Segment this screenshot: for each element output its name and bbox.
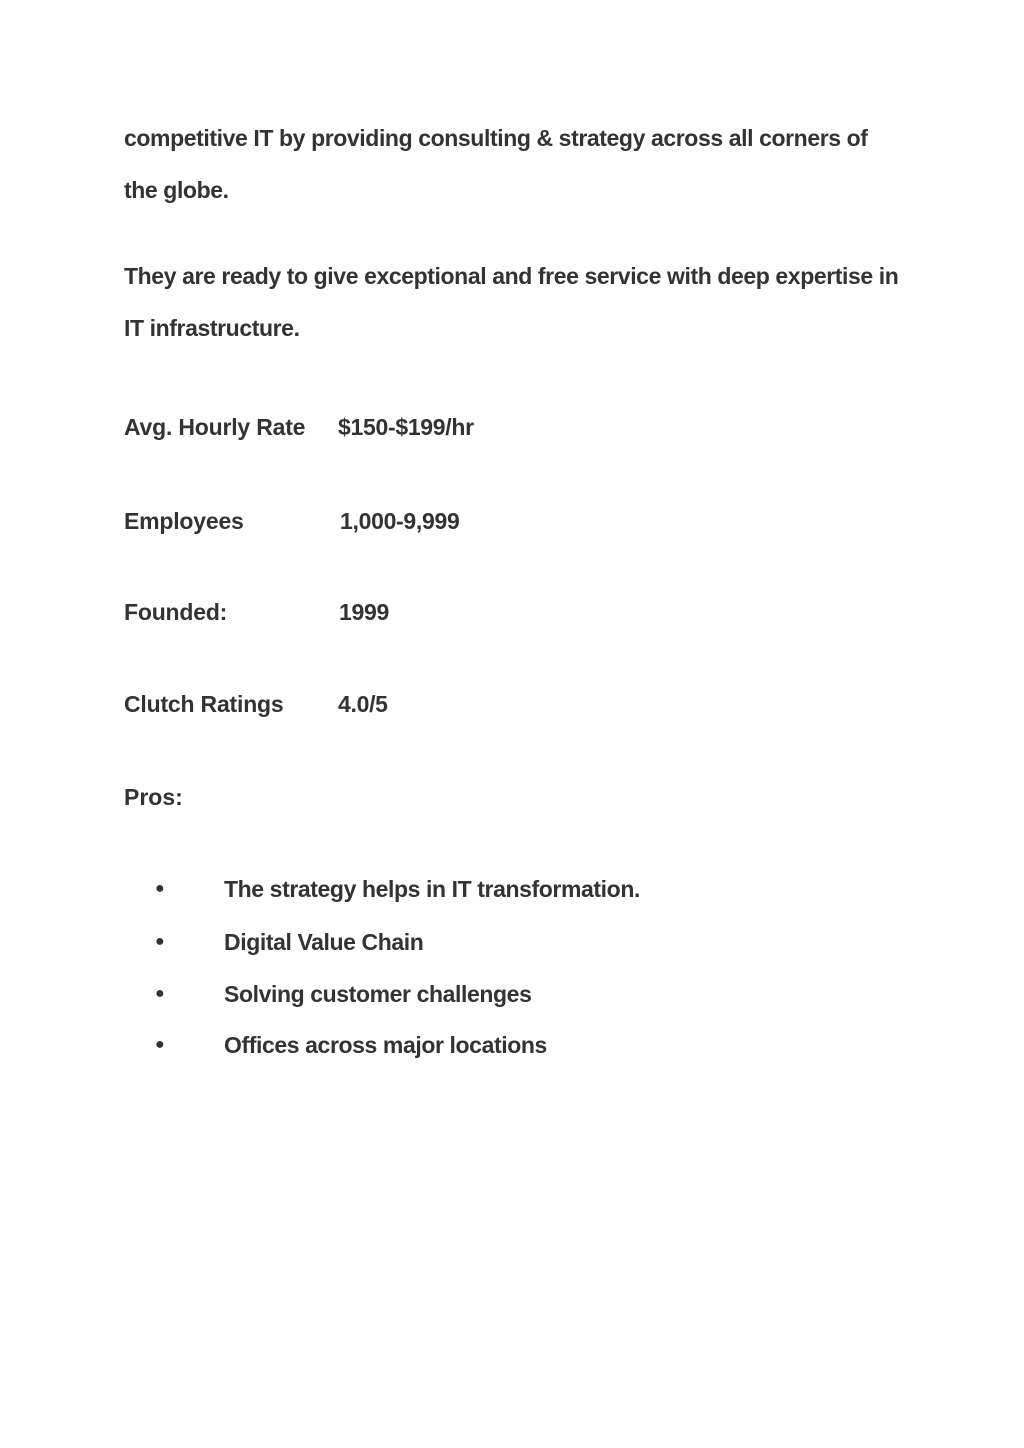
fact-label: Founded:	[124, 599, 228, 625]
fact-value: 4.0/5	[338, 691, 388, 717]
bullet-dot-icon	[155, 979, 169, 1009]
bullet-dot-icon	[155, 1030, 169, 1060]
service-paragraph: They are ready to give exceptional and free service with deep expertise in IT infrastructure.	[124, 263, 899, 341]
list-item-text: Solving customer challenges	[224, 981, 532, 1007]
list-item	[155, 1030, 915, 1060]
fact-value: 1,000-9,999	[340, 508, 460, 534]
list-item-text: The strategy helps in IT transformation.	[224, 876, 640, 902]
intro-paragraph-continued: competitive IT by providing consulting & strategy across all corners of the globe.	[124, 125, 868, 203]
fact-label: Avg. Hourly Rate	[124, 414, 306, 440]
fact-value: 1999	[339, 599, 389, 625]
fact-label: Employees	[124, 508, 244, 534]
list-item	[155, 874, 915, 904]
list-item-text: Offices across major locations	[224, 1032, 547, 1058]
fact-value: $150-$199/hr	[338, 414, 474, 440]
list-item	[155, 979, 915, 1009]
pros-heading: Pros:	[124, 784, 183, 810]
bullet-dot-icon	[155, 874, 169, 904]
list-item-text: Digital Value Chain	[224, 929, 424, 955]
bullet-dot-icon	[155, 927, 169, 957]
fact-label: Clutch Ratings	[124, 691, 284, 717]
list-item	[155, 927, 915, 957]
